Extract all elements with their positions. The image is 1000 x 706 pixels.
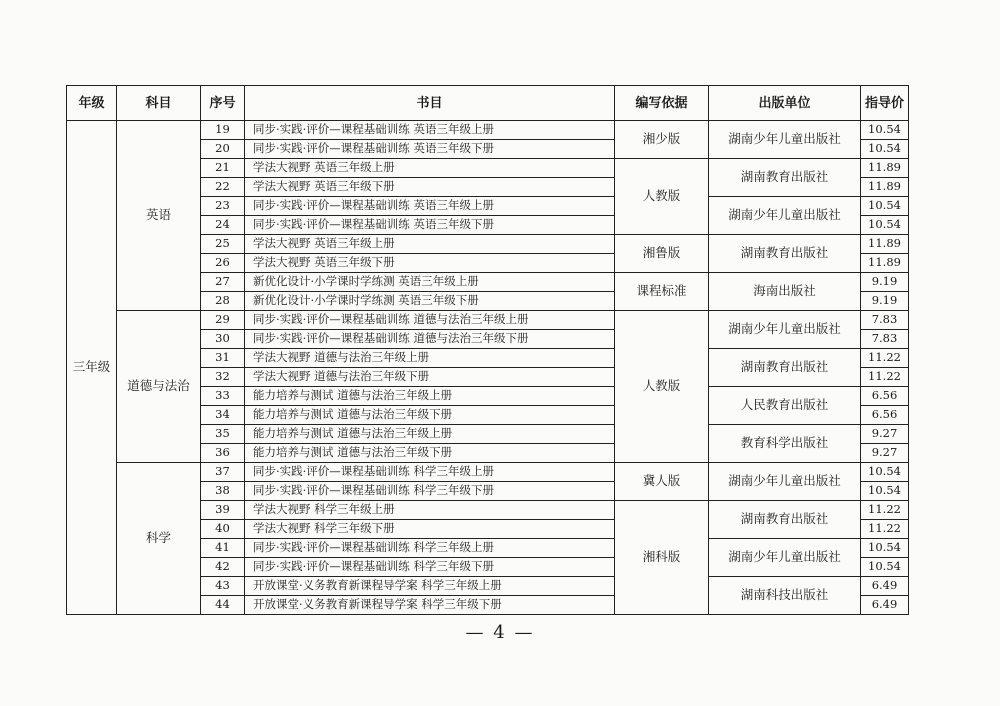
book-price-table (66, 85, 909, 615)
book-title: 同步·实践·评价—课程基础训练 科学三年级上册 (245, 539, 615, 558)
publisher-cell: 教育科学出版社 (709, 425, 861, 463)
subject-cell: 道德与法治 (117, 311, 201, 463)
price-cell: 11.22 (861, 501, 909, 520)
row-number: 30 (201, 330, 245, 349)
publisher-cell: 湖南少年儿童出版社 (709, 197, 861, 235)
price-cell: 10.54 (861, 463, 909, 482)
header-title: 书目 (245, 86, 615, 121)
row-number: 38 (201, 482, 245, 501)
basis-cell: 湘鲁版 (615, 235, 709, 273)
price-cell: 6.56 (861, 387, 909, 406)
subject-cell: 科学 (117, 463, 201, 615)
publisher-cell: 湖南教育出版社 (709, 349, 861, 387)
price-cell: 6.49 (861, 577, 909, 596)
book-title: 同步·实践·评价—课程基础训练 英语三年级下册 (245, 216, 615, 235)
book-title: 学法大视野 英语三年级下册 (245, 254, 615, 273)
book-title: 学法大视野 科学三年级下册 (245, 520, 615, 539)
book-title: 开放课堂·义务教育新课程导学案 科学三年级下册 (245, 596, 615, 615)
price-cell: 11.22 (861, 520, 909, 539)
book-title: 学法大视野 科学三年级上册 (245, 501, 615, 520)
price-cell: 10.54 (861, 539, 909, 558)
price-cell: 9.27 (861, 444, 909, 463)
book-title: 学法大视野 英语三年级下册 (245, 178, 615, 197)
basis-cell: 湘科版 (615, 501, 709, 615)
row-number: 42 (201, 558, 245, 577)
book-title: 同步·实践·评价—课程基础训练 科学三年级上册 (245, 463, 615, 482)
price-cell: 11.22 (861, 368, 909, 387)
publisher-cell: 湖南教育出版社 (709, 159, 861, 197)
book-title: 同步·实践·评价—课程基础训练 英语三年级上册 (245, 197, 615, 216)
price-cell: 9.19 (861, 292, 909, 311)
table-row (67, 121, 909, 140)
publisher-cell: 湖南教育出版社 (709, 501, 861, 539)
price-cell: 11.89 (861, 235, 909, 254)
book-title: 学法大视野 英语三年级上册 (245, 159, 615, 178)
basis-cell: 湘少版 (615, 121, 709, 159)
book-title: 新优化设计·小学课时学练测 英语三年级上册 (245, 273, 615, 292)
publisher-cell: 人民教育出版社 (709, 387, 861, 425)
publisher-cell: 湖南少年儿童出版社 (709, 311, 861, 349)
price-cell: 10.54 (861, 558, 909, 577)
book-title: 同步·实践·评价—课程基础训练 英语三年级上册 (245, 121, 615, 140)
price-cell: 9.19 (861, 273, 909, 292)
page-number: — 4 — (465, 622, 535, 643)
price-cell: 11.89 (861, 178, 909, 197)
row-number: 24 (201, 216, 245, 235)
book-title: 同步·实践·评价—课程基础训练 科学三年级下册 (245, 558, 615, 577)
price-cell: 10.54 (861, 216, 909, 235)
price-cell: 9.27 (861, 425, 909, 444)
row-number: 22 (201, 178, 245, 197)
row-number: 20 (201, 140, 245, 159)
book-title: 能力培养与测试 道德与法治三年级上册 (245, 425, 615, 444)
book-title: 学法大视野 英语三年级上册 (245, 235, 615, 254)
header-publisher: 出版单位 (709, 86, 861, 121)
price-cell: 11.22 (861, 349, 909, 368)
row-number: 36 (201, 444, 245, 463)
publisher-cell: 湖南少年儿童出版社 (709, 463, 861, 501)
publisher-cell: 湖南科技出版社 (709, 577, 861, 615)
basis-cell: 人教版 (615, 159, 709, 235)
header-grade: 年级 (67, 86, 117, 121)
row-number: 21 (201, 159, 245, 178)
price-cell: 7.83 (861, 330, 909, 349)
row-number: 28 (201, 292, 245, 311)
book-title: 同步·实践·评价—课程基础训练 道德与法治三年级下册 (245, 330, 615, 349)
price-cell: 6.49 (861, 596, 909, 615)
basis-cell: 冀人版 (615, 463, 709, 501)
price-cell: 7.83 (861, 311, 909, 330)
header-subject: 科目 (117, 86, 201, 121)
row-number: 19 (201, 121, 245, 140)
row-number: 29 (201, 311, 245, 330)
row-number: 35 (201, 425, 245, 444)
row-number: 32 (201, 368, 245, 387)
row-number: 43 (201, 577, 245, 596)
row-number: 34 (201, 406, 245, 425)
header-basis: 编写依据 (615, 86, 709, 121)
header-number: 序号 (201, 86, 245, 121)
book-title: 学法大视野 道德与法治三年级下册 (245, 368, 615, 387)
book-title: 同步·实践·评价—课程基础训练 科学三年级下册 (245, 482, 615, 501)
row-number: 39 (201, 501, 245, 520)
price-cell: 6.56 (861, 406, 909, 425)
publisher-cell: 湖南少年儿童出版社 (709, 539, 861, 577)
book-title: 同步·实践·评价—课程基础训练 英语三年级下册 (245, 140, 615, 159)
book-title: 能力培养与测试 道德与法治三年级下册 (245, 406, 615, 425)
price-cell: 10.54 (861, 197, 909, 216)
table-row (67, 311, 909, 330)
row-number: 23 (201, 197, 245, 216)
price-cell: 10.54 (861, 140, 909, 159)
table-header-row (67, 86, 909, 121)
book-title: 开放课堂·义务教育新课程导学案 科学三年级上册 (245, 577, 615, 596)
row-number: 31 (201, 349, 245, 368)
row-number: 44 (201, 596, 245, 615)
row-number: 25 (201, 235, 245, 254)
basis-cell: 课程标准 (615, 273, 709, 311)
row-number: 27 (201, 273, 245, 292)
grade-cell: 三年级 (67, 121, 117, 615)
publisher-cell: 海南出版社 (709, 273, 861, 311)
price-cell: 10.54 (861, 482, 909, 501)
book-title: 新优化设计·小学课时学练测 英语三年级下册 (245, 292, 615, 311)
table-row (67, 463, 909, 482)
price-cell: 11.89 (861, 254, 909, 273)
row-number: 37 (201, 463, 245, 482)
book-title: 同步·实践·评价—课程基础训练 道德与法治三年级上册 (245, 311, 615, 330)
basis-cell: 人教版 (615, 311, 709, 463)
header-price: 指导价 (861, 86, 909, 121)
row-number: 41 (201, 539, 245, 558)
row-number: 26 (201, 254, 245, 273)
price-cell: 10.54 (861, 121, 909, 140)
row-number: 40 (201, 520, 245, 539)
publisher-cell: 湖南教育出版社 (709, 235, 861, 273)
row-number: 33 (201, 387, 245, 406)
book-title: 能力培养与测试 道德与法治三年级上册 (245, 387, 615, 406)
subject-cell: 英语 (117, 121, 201, 311)
price-cell: 11.89 (861, 159, 909, 178)
publisher-cell: 湖南少年儿童出版社 (709, 121, 861, 159)
book-title: 学法大视野 道德与法治三年级上册 (245, 349, 615, 368)
book-title: 能力培养与测试 道德与法治三年级下册 (245, 444, 615, 463)
